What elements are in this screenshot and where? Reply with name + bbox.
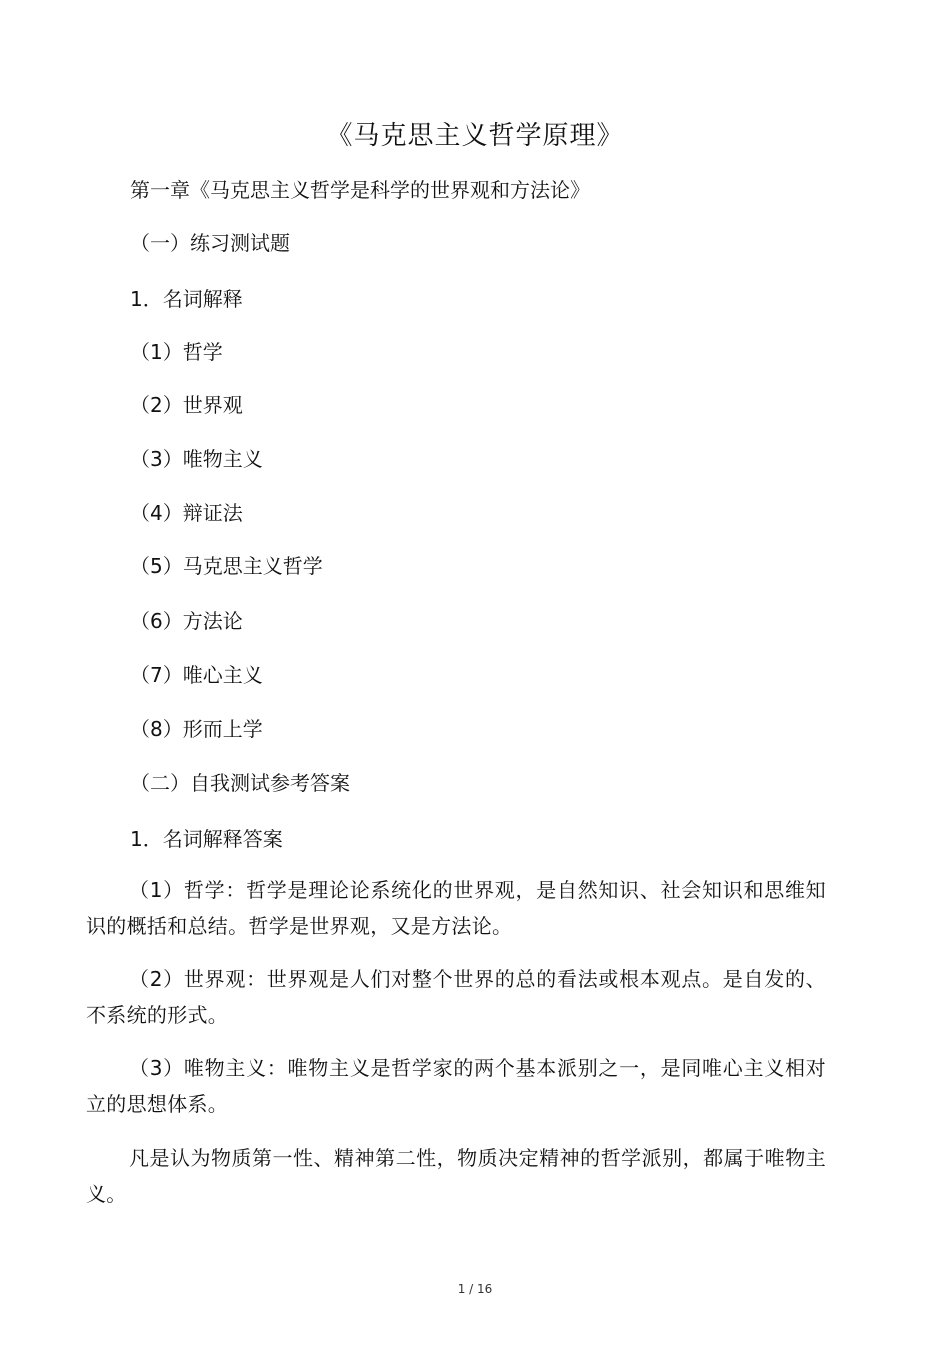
term-item: （5）马克思主义哲学 xyxy=(130,554,323,578)
document-title: 《马克思主义哲学原理》 xyxy=(326,121,624,151)
term-item: （4）辩证法 xyxy=(130,501,243,525)
term-item: （8）形而上学 xyxy=(130,717,263,741)
term-item: （2）世界观 xyxy=(130,393,243,417)
section-heading-exercises: （一）练习测试题 xyxy=(130,231,290,255)
answer-paragraph: （2）世界观：世界观是人们对整个世界的总的看法或根本观点。是自发的、不系统的形式。 xyxy=(86,967,826,1027)
term-item: （7）唯心主义 xyxy=(130,663,263,687)
term-item: （6）方法论 xyxy=(130,609,243,633)
chapter-heading: 第一章《马克思主义哲学是科学的世界观和方法论》 xyxy=(130,178,590,202)
term-item: （1）哲学 xyxy=(130,340,223,364)
answer-paragraph: （1）哲学：哲学是理论论系统化的世界观，是自然知识、社会知识和思维知识的概括和总结。哲学是世界观，又是方法论。 xyxy=(86,878,826,938)
page-number: 1 / 16 xyxy=(457,1282,493,1296)
term-list-heading: 1．名词解释 xyxy=(130,287,243,311)
answer-list-heading: 1．名词解释答案 xyxy=(130,827,283,851)
section-heading-answers: （二）自我测试参考答案 xyxy=(130,771,350,795)
answer-paragraph: 凡是认为物质第一性、精神第二性，物质决定精神的哲学派别，都属于唯物主义。 xyxy=(86,1146,826,1206)
term-item: （3）唯物主义 xyxy=(130,447,263,471)
answer-paragraph: （3）唯物主义：唯物主义是哲学家的两个基本派别之一，是同唯心主义相对立的思想体系。 xyxy=(86,1056,826,1116)
